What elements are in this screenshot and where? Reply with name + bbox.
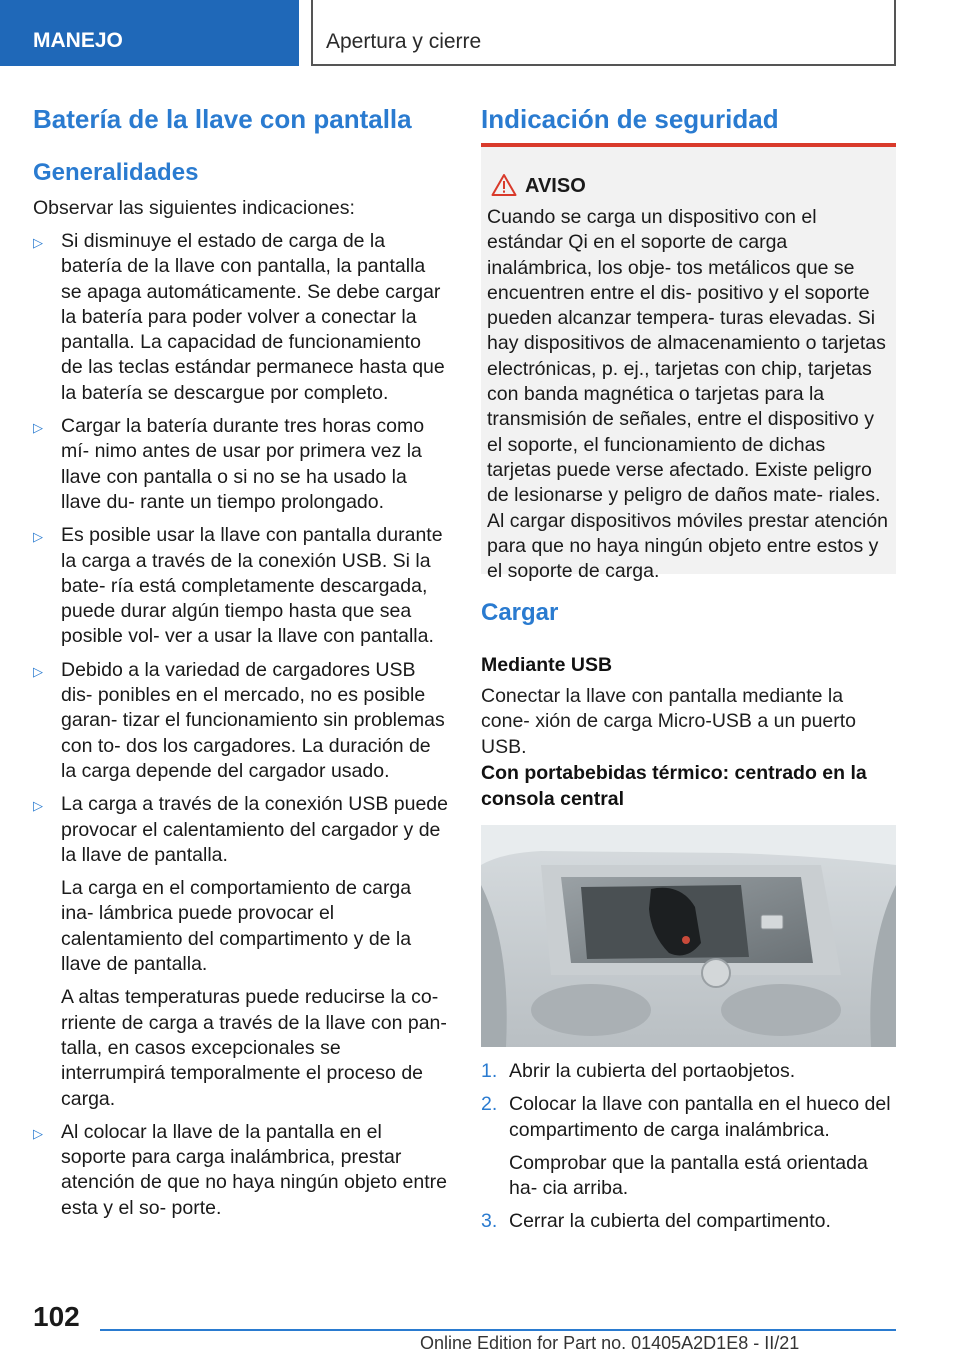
list-item: 1. Abrir la cubierta del portaobjetos. [481, 1060, 796, 1082]
triangle-bullet-icon: ▷ [33, 663, 43, 679]
intro-text: Observar las siguientes indicaciones: [33, 197, 355, 219]
list-item: ▷ La carga a través de la conexión USB puede provocar el calentamiento del cargador y de la llave de pantalla. La carga en el comportamiento de carga ina- lámbrica puede provocar el calentamiento del compartimento y de la llave de pantalla. A altas temperaturas puede reducirse la co- rriente de carga a través de la llave con pan- talla, en casos excepcionales se interrumpirá temporalmente el proceso de carga. [33, 792, 448, 1112]
console-heading: Con portabebidas térmico: centrado en la consola central [481, 762, 867, 810]
list-item-extra: A altas temperaturas puede reducirse la co- rriente de carga a través de la llave con pan- talla, en casos excepcionales se interrumpirá temporalmente el proceso de carga. [61, 986, 447, 1110]
list-item: ▷ Al colocar la llave de la pantalla en el soporte para carga inalámbrica, prestar atención de que no haya ningún objeto entre esta y el so- porte. [33, 1120, 447, 1219]
page-number: 102 [33, 1301, 80, 1332]
warning-box [481, 143, 896, 583]
warning-text: Cuando se carga un dispositivo con el estándar Qi en el soporte de carga inalámbrica, los obje- tos metálicos que se encuentren entre el dis- positivo y el soporte pueden alcanzar tempera- turas elevadas. Si hay dispositivos de almacenamiento o tarjetas electrónicas, p. ej., tarjetas con chip, tarjetas con banda magnética o tarjetas para la transmisión de señales, entre el dispositivo y el soporte, el funcionamiento de dichas tarjetas puede verse afectado. Existe peligro de lesionarse y peligro de daños mate- riales. Al cargar dispositivos móviles prestar atención para que no haya ningún objeto entre estos y el soporte de carga. [487, 206, 889, 583]
battery-bullet-list [33, 229, 448, 1229]
list-item: ▷ Debido a la variedad de cargadores USB dis- ponibles en el mercado, no es posible garan- tizar el funcionamiento sin problemas con to- dos los cargadores. La duración de la carga depende del cargador usado. [33, 658, 445, 782]
section-title-safety: Indicación de seguridad [481, 104, 779, 134]
triangle-bullet-icon: ▷ [33, 235, 43, 250]
warning-triangle-icon [491, 173, 517, 197]
list-item-extra: La carga en el comportamiento de carga ina- lámbrica puede provocar el calentamiento del compartimento y de la llave de pantalla. [61, 877, 412, 976]
usb-text: Conectar la llave con pantalla mediante la cone- xión de carga Micro-USB a un puerto USB. [481, 685, 857, 758]
subtitle-cargar: Cargar [481, 599, 559, 626]
list-item: 3. Cerrar la cubierta del compartimento. [481, 1210, 831, 1233]
triangle-bullet-icon: ▷ [33, 798, 43, 814]
triangle-bullet-icon: ▷ [33, 529, 43, 545]
page-header [0, 0, 960, 66]
warning-header [487, 173, 888, 199]
usb-heading: Mediante USB [481, 654, 613, 676]
list-item: 2. Colocar la llave con pantalla en el hueco del compartimento de carga inalámbrica. Comprobar que la pantalla está orientada ha- cia arriba. [481, 1092, 896, 1201]
header-title: Apertura y cierre [326, 30, 482, 53]
list-item: ▷ Es posible usar la llave con pantalla durante la carga a través de la conexión USB. Si la bate- ría está completamente descargada, puede durar algún tiempo hasta que sea posible vol- ver a usar la llave con pantalla. [33, 524, 443, 648]
section-tab: MANEJO [0, 0, 299, 66]
footer-rule [100, 1329, 896, 1331]
list-item: ▷ Cargar la batería durante tres horas como mí- nimo antes de usar por primera vez la llave con pantalla o si no se ha usado la llave du- rante un tiempo prolongado. [33, 415, 425, 513]
list-item: ▷ Si disminuye el estado de carga de la batería de la llave con pantalla, la pantalla se apaga automáticamente. Se debe cargar la batería para poder volver a conectar la pantalla. La capacidad de funcionamiento de las teclas estándar permanece hasta que la batería se descargue por completo. [33, 230, 445, 404]
footer-edition: Online Edition for Part no. 01405A2D1E8 - II/21 [420, 1333, 800, 1353]
triangle-bullet-icon: ▷ [33, 1125, 43, 1141]
steps-list [481, 1059, 896, 1243]
list-item-extra: Comprobar que la pantalla está orientada ha- cia arriba. [509, 1151, 868, 1200]
section-title-battery: Batería de la llave con pantalla [33, 104, 412, 134]
warning-label: AVISO [525, 175, 586, 197]
triangle-bullet-icon: ▷ [33, 420, 43, 436]
subtitle-generalidades: Generalidades [33, 159, 199, 186]
console-charging-photo [481, 825, 896, 1047]
